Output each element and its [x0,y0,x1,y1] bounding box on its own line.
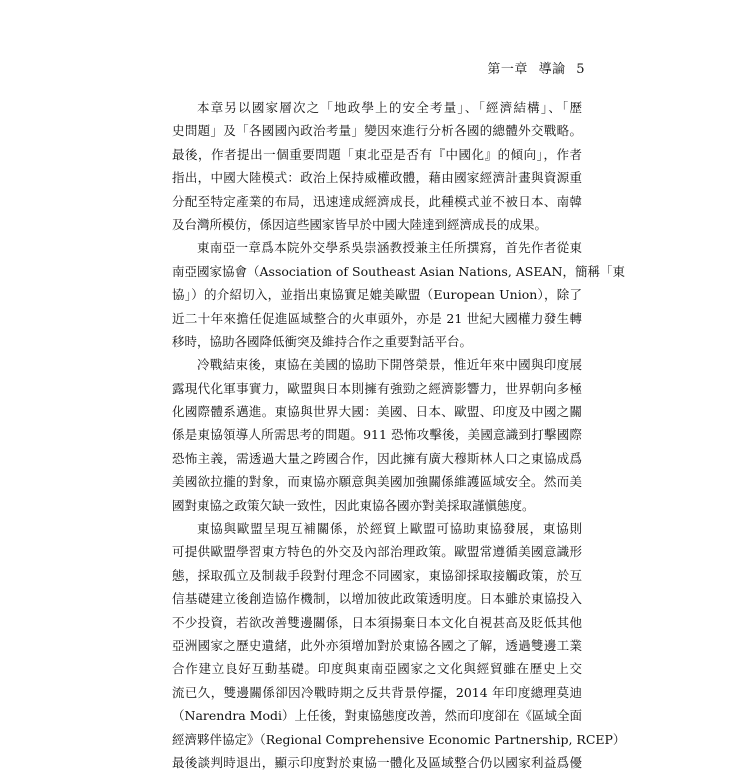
body-text [172,96,626,774]
text-line: 指出，中國大陸模式：政治上保持威權政體，藉由國家經濟計畫與資源重 [172,170,582,186]
text-line: 係是東協領導人所需思考的問題。911 恐怖攻擊後，美國意識到打擊國際 [172,427,582,443]
text-line: 冷戰結束後，東協在美國的協助下開啓榮景，惟近年來中國與印度展 [197,357,582,373]
text-line: 協」）的介紹切入，並指出東協實足媲美歐盟（European Union），除了 [172,287,582,303]
text-line: 化國際體系邁進。東協與世界大國：美國、日本、歐盟、印度及中國之關 [172,404,582,420]
text-line: 南亞國家協會（Association of Southeast Asian Nations, ASEAN，簡稱「東 [172,263,625,279]
text-line: 史問題」及「各國國內政治考量」變因來進行分析各國的總體外交戰略。 [172,123,582,139]
paragraph [172,96,582,236]
text-line: 本章另以國家層次之「地政學上的安全考量」、「經濟結構」、「歷 [197,100,582,115]
page-number: 5 [576,62,585,77]
chapter-title: 導論 [538,62,566,77]
text-line: 可提供歐盟學習東方特色的外交及內部治理政策。歐盟常遵循美國意識形 [172,544,582,560]
paragraph [172,236,625,353]
text-line: （Narendra Modi）上任後，對東協態度改善，然而印度卻在《區域全面 [172,708,583,724]
text-line: 國對東協之政策欠缺一致性，因此東協各國亦對美採取謹愼態度。 [172,497,535,513]
text-line: 合作建立良好互動基礎。印度與東南亞國家之文化與經貿雖在歷史上交 [172,661,582,677]
paragraph [172,353,582,517]
text-line: 最後談判時退出，顯示印度對於東協一體化及區域整合仍以國家利益爲優 [172,754,582,770]
text-line: 信基礎建立後創造協作機制，以增加彼此政策透明度。日本雖於東協投入 [172,591,582,607]
paragraph [172,517,626,774]
running-header [481,58,585,77]
text-line: 亞洲國家之歷史遺緒，此外亦須增加對於東協各國之了解，透過雙邊工業 [172,637,582,653]
text-line: 經濟夥伴協定》（Regional Comprehensive Economic Partnership, RCEP） [172,731,626,747]
text-line: 露現代化軍事實力，歐盟與日本則擁有強勁之經濟影響力，世界朝向多極 [172,380,582,396]
chapter-label: 第一章 [487,62,528,77]
text-line: 不少投資，若欲改善雙邊關係，日本須揚棄日本文化自視甚高及貶低其他 [172,614,582,630]
text-line: 流已久，雙邊關係卻因冷戰時期之反共背景停擺，2014 年印度總理莫迪 [172,684,582,700]
text-line: 分配至特定產業的布局，迅速達成經濟成長，此種模式並不被日本、南韓 [172,193,582,209]
text-line: 態，採取孤立及制裁手段對付理念不同國家，東協卻採取接觸政策，於互 [172,567,582,583]
text-line: 近二十年來擔任促進區域整合的火車頭外，亦是 21 世紀大國權力發生轉 [172,310,582,326]
text-line: 恐怖主義，需透過大量之跨國合作，因此擁有廣大穆斯林人口之東協成爲 [172,450,582,466]
text-line: 東協與歐盟呈現互補關係，於經貿上歐盟可協助東協發展，東協則 [197,521,582,537]
text-line: 美國欲拉攏的對象，而東協亦願意與美國加強關係維護區域安全。然而美 [172,474,582,490]
text-line: 及台灣所模仿，係因這些國家皆早於中國大陸達到經濟成長的成果。 [172,216,548,232]
text-line: 移時，協助各國降低衝突及維持合作之重要對話平台。 [172,333,473,349]
text-line: 東南亞一章爲本院外交學系吳崇涵教授兼主任所撰寫，首先作者從東 [197,240,582,256]
text-line: 最後，作者提出一個重要問題「東北亞是否有『中國化』的傾向」，作者 [172,146,582,162]
